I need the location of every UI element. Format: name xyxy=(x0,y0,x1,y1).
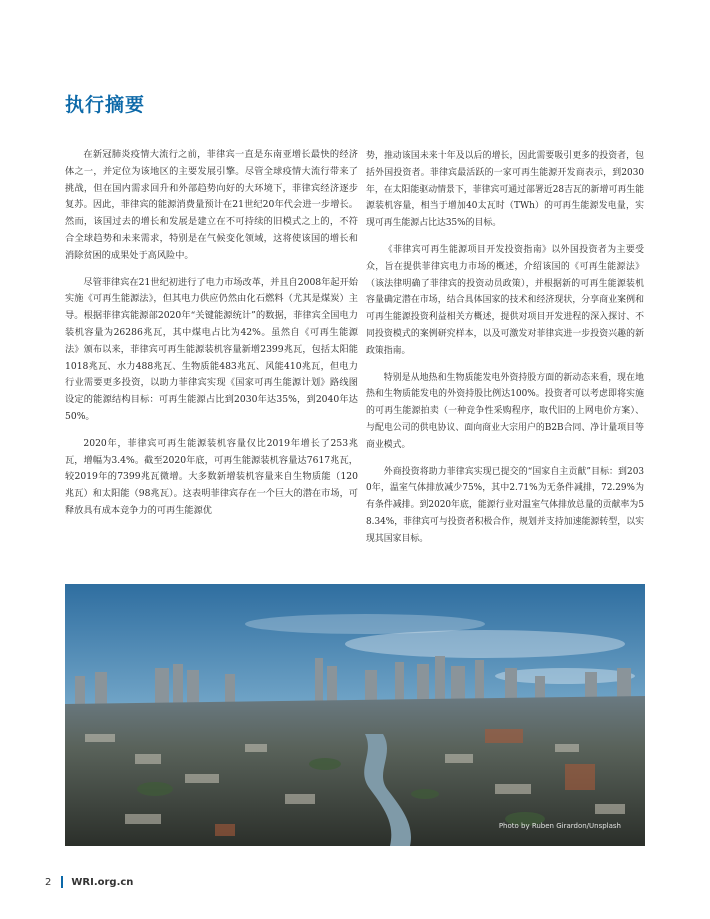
paragraph: 特别是从地热和生物质能发电外资持股方面的新动态来看，现在地热和生物质能发电的外资持股比例达100%。投资者可以考虑即将实施的可再生能源拍卖（一种竞争性采购程序，取代旧的上网电价方案）、与配电公司的供电协议、面向商业大宗用户的B2B合同、净计量项目等商业模式。 xyxy=(366,372,644,450)
paragraph: 外商投资将助力菲律宾实现已提交的“国家自主贡献”目标：到2030年，温室气体排放减少75%，其中2.71%为无条件减排，72.29%为有条件减排。到2020年底，能源行业对温室气体排放总量的贡献率为58.34%，菲律宾可与投资者积极合作，规划并支持加速能源转型，以实现其国家目标。 xyxy=(366,466,644,544)
photo-credit: Photo by Ruben Girardon/Unsplash xyxy=(498,822,621,830)
page-number: 2 xyxy=(45,876,52,888)
paragraph: 在新冠肺炎疫情大流行之前，菲律宾一直是东南亚增长最快的经济体之一，并定位为该地区的主要发展引擎。尽管全球疫情大流行带来了挑战，但在国内需求回升和外部趋势向好的大环境下，菲律宾经济逐步复苏。因此，菲律宾的能源消费量预计在21世纪20年代会进一步增长。然而，该国过去的增长和发展是建立在不可持续的旧模式之上的，不符合全球趋势和未来需求，特别是在气候变化领域，这将使该国的增长和消除贫困的成果处于高风险中。 xyxy=(65,149,358,261)
footer-divider xyxy=(61,876,63,888)
left-text-column xyxy=(65,147,358,530)
paragraph: 尽管菲律宾在21世纪初进行了电力市场改革，并且自2008年起开始实施《可再生能源法》，但其电力供应仍然由化石燃料（尤其是煤炭）主导。根据菲律宾能源部2020年“关键能源统计”的数据，菲律宾全国电力装机容量为26286兆瓦，其中煤电占比为42%。虽然自《可再生能源法》颁布以来，菲律宾可再生能源装机容量新增2399兆瓦，包括太阳能1018兆瓦、水力488兆瓦、生物质能483兆瓦、风能410兆瓦，但电力行业需要更多投资，以助力菲律宾实现《国家可再生能源计划》路线图设定的能源结构目标：可再生能源占比到2030年达35%，到2040年达50%。 xyxy=(65,276,358,422)
paragraph: 《菲律宾可再生能源项目开发投资指南》以外国投资者为主要受众，旨在提供菲律宾电力市场的概述，介绍该国的《可再生能源法》（该法律明确了菲律宾的投资动员政策），并根据新的可再生能源装机容量确定潜在市场，结合具体国家的技术和经济现状，分享商业案例和可再生能源投资利益相关方概述，提供对项目开发进程的深入探讨、不同投资模式的案例研究样本，以及可激发对菲律宾进一步投资兴趣的新政策指南。 xyxy=(366,244,644,356)
right-text-column xyxy=(366,148,644,558)
city-skyline-photo xyxy=(65,584,645,846)
page-footer xyxy=(45,876,133,888)
paragraph: 2020年，菲律宾可再生能源装机容量仅比2019年增长了253兆瓦，增幅为3.4%。截至2020年底，可再生能源装机容量达7617兆瓦，较2019年的7399兆瓦微增。大多数新增装机容量来自生物质能（120兆瓦）和太阳能（98兆瓦）。这表明菲律宾存在一个巨大的潜在市场，可释放具有成本竞争力的可再生能源优 xyxy=(65,437,358,516)
page-title: 执行摘要 xyxy=(65,94,146,116)
website-link[interactable]: WRI.org.cn xyxy=(71,876,134,888)
paragraph: 势，推动该国未来十年及以后的增长，因此需要吸引更多的投资者，包括外国投资者。菲律宾最活跃的一家可再生能源开发商表示，到2030年，在太阳能驱动情景下，菲律宾可通过部署近28吉瓦的新增可再生能源装机容量，相当于增加40太瓦时（TWh）的可再生能源发电量，实现可再生能源占比达35%的目标。 xyxy=(366,151,644,229)
